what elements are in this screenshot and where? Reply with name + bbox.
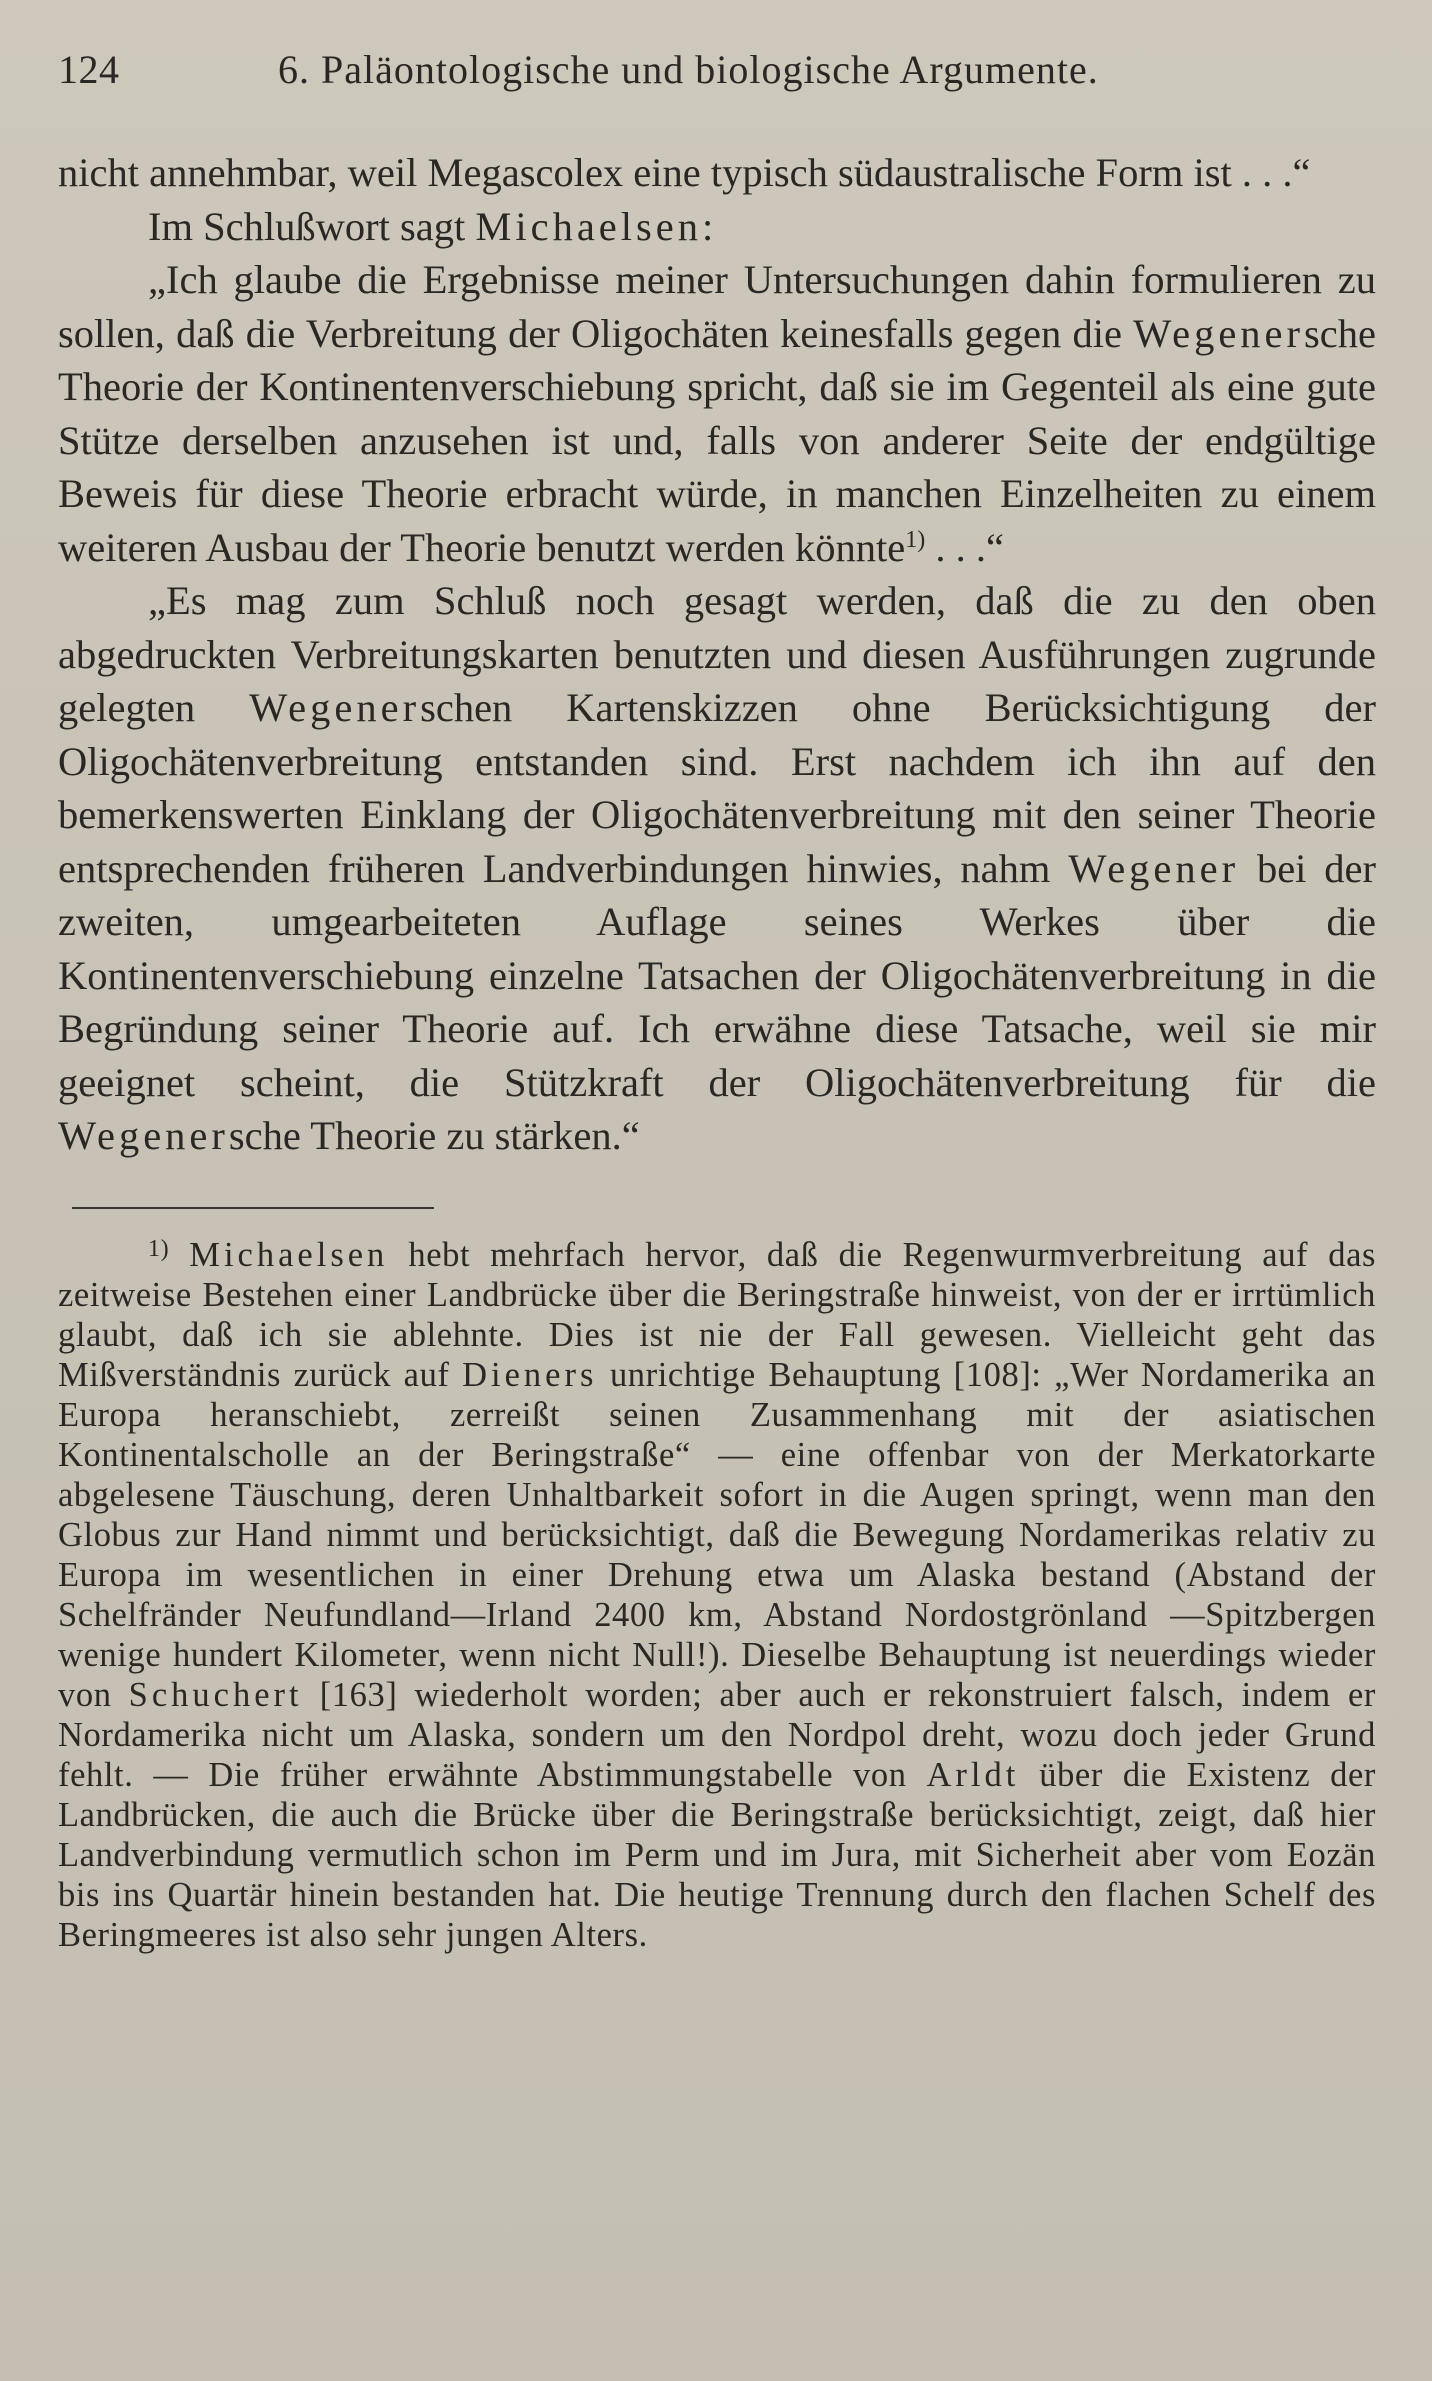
paragraph-2 <box>58 200 1376 254</box>
author-name-wegener: Wegener <box>249 685 421 730</box>
author-name-arldt: Arldt <box>926 1755 1020 1794</box>
footnote-paragraph <box>58 1235 1376 1955</box>
footnote-divider <box>72 1207 434 1209</box>
quote-2-text-c: bei der zweiten, umgearbeiteten Auflage seines Werkes über die Kontinentenverschiebung einzelne Tatsachen der Oligochätenverbreitung in die Begründung seiner Theorie auf. Ich erwähne diese Tatsache, weil sie mir geeignet scheint, die Stützkraft der Oligochätenverbreitung für die <box>58 845 1376 1105</box>
paragraph-2-text: Im Schlußwort sagt <box>148 203 476 249</box>
quote-paragraph-2 <box>58 574 1376 1163</box>
author-name-dieners: Dieners <box>462 1355 598 1394</box>
author-name-schuchert: Schuchert <box>128 1675 303 1714</box>
footnote-reference: 1) <box>905 526 926 553</box>
author-name-wegener: Wegener <box>1133 310 1305 356</box>
page-number: 124 <box>58 47 120 92</box>
paragraph-2-end: : <box>702 203 714 249</box>
author-name-wegener: Wegener <box>58 1113 229 1158</box>
author-name-wegener: Wegener <box>1068 845 1240 891</box>
quote-2-text-b: schen Kartenskizzen ohne Berücksichtigung der Oligochätenverbreitung entstanden sind. Erst nachdem ich ihn auf den bemerkenswerten Einklang der Oligochätenverbreitung mit den seiner Theorie entsprechenden früheren Landverbindungen hinwies, nahm <box>58 685 1376 891</box>
paragraph-1 <box>58 146 1376 200</box>
footnote-text-1: hebt mehrfach hervor, daß die Regenwurmverbreitung auf das zeitweise Bestehen einer Landbrücke über die Beringstraße hinweist, von der er irrtümlich glaubt, daß ich sie ablehnte. Dies ist nie der Fall gewesen. Vielleicht geht das Mißverständnis zurück auf <box>58 1235 1377 1394</box>
quote-2-text-d: sche Theorie zu stärken.“ <box>228 1113 640 1158</box>
body-text <box>58 146 1376 1163</box>
page-header <box>58 44 1376 96</box>
quote-1-text-b: sche Theorie der Kontinentenverschiebung spricht, daß sie im Gegenteil als eine gute Stütze derselben anzusehen ist und, falls von anderer Seite der endgültige Beweis für diese Theorie erbracht würde, in manchen Einzelheiten zu einem weiteren Ausbau der Theorie benutzt werden könnte <box>58 310 1376 570</box>
quote-2-text-a: „Es mag zum Schluß noch gesagt werden, daß die zu den oben abgedruckten Verbreitungskarten benutzten und diesen Ausführungen zugrunde gelegten <box>58 578 1376 730</box>
paragraph-1-text: nicht annehmbar, weil Megascolex eine typisch südaustralische Form ist . . .“ <box>58 150 1311 195</box>
author-name-michaelsen: Michaelsen <box>475 203 703 249</box>
footnote-text-4: über die Existenz der Landbrücken, die auch die Brücke über die Beringstraße berücksichtigt, zeigt, daß hier Landverbindung vermutlich schon im Perm und im Jura, mit Sicherheit aber vom Eozän bis ins Quartär hinein bestanden hat. Die heutige Trennung durch den flachen Schelf des Beringmeeres ist also sehr jungen Alters. <box>58 1755 1377 1954</box>
quote-paragraph-1 <box>58 253 1376 574</box>
footnote-text-2: unrichtige Behauptung [108]: „Wer Nordamerika an Europa heranschiebt, zerreißt seinen Zusammenhang mit der asiatischen Kontinentalscholle an der Beringstraße“ — eine offenbar von der Merkatorkarte abgelesene Täuschung, deren Unhaltbarkeit sofort in die Augen springt, wenn man den Globus zur Hand nimmt und berücksichtigt, daß die Bewegung Nordamerikas relativ zu Europa im wesentlichen in einer Drehung etwa um Alaska bestand (Abstand der Schelfränder Neufundland—Irland 2400 km, Abstand Nordostgrönland —Spitzbergen wenige hundert Kilometer, wenn nicht Null!). Dieselbe Behauptung ist neuerdings wieder von <box>58 1355 1376 1714</box>
footnote <box>58 1235 1376 1955</box>
footnote-mark: 1) <box>148 1235 170 1262</box>
quote-1-text-c: . . .“ <box>925 524 1004 570</box>
footnote-text-3: [163] wiederholt worden; aber auch er rekonstruiert falsch, indem er Nordamerika nicht um Alaska, sondern um den Nordpol dreht, wozu doch jeder Grund fehlt. — Die früher erwähnte Abstimmungstabelle von <box>58 1675 1376 1794</box>
author-name-michaelsen: Michaelsen <box>189 1235 389 1274</box>
running-head: 6. Paläontologische und biologische Argumente. <box>278 47 1099 92</box>
quote-1-text-a: „Ich glaube die Ergebnisse meiner Untersuchungen dahin formulieren zu sollen, daß die Verbreitung der Oligochäten keinesfalls gegen die <box>58 257 1376 356</box>
